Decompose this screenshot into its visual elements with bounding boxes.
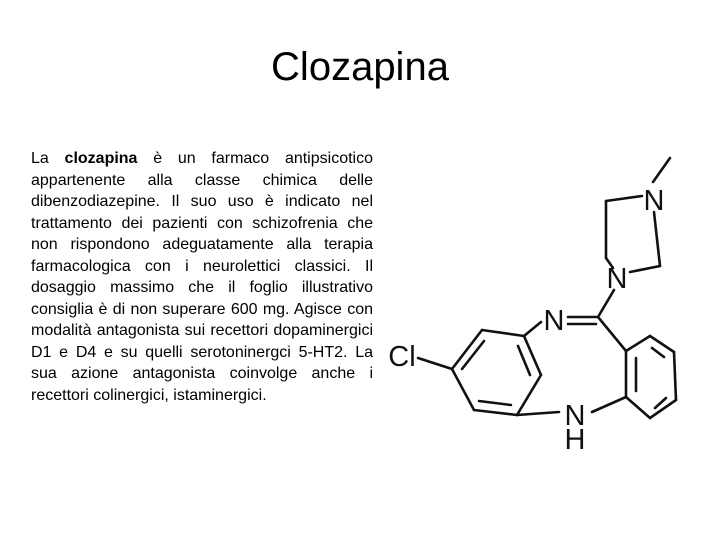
bond-methyl [653, 158, 670, 182]
bond-pip-4 [654, 212, 660, 266]
atom-n-methyl: N [643, 185, 665, 217]
description-paragraph [31, 148, 373, 406]
slide-title: Clozapina [271, 45, 449, 89]
bond-right-ring-6 [626, 336, 650, 351]
bond-left-ring-5 [517, 375, 541, 415]
paragraph-start: La [31, 150, 65, 167]
atom-n-imine: N [543, 305, 565, 337]
bond-cl [418, 358, 452, 369]
bond-left-ring-inner-2 [479, 401, 511, 405]
bond-right-ring-4 [674, 352, 676, 400]
bond-nh-to-right-ring [592, 397, 626, 412]
paragraph-rest: è un farmaco antipsicotico appartenente alla classe chimica delle dibenzodiazepine. Il suo uso è indicato nel trattamento dei pazienti con schizofrenia che non rispondono adeguatamente alla terapia farmacologica con i neurolettici classici. Il dosaggio massimo che il foglio illustrativo consiglia è di non superare 600 mg. Agisce con modalità antagonista sui recettori dopaminergici D1 e D4 e su quelli serotoninergci 5-HT2. La sua azione antagonista coinvolge anche i recettori colinergici, istaminergici. [31, 150, 373, 404]
bond-left-ring-1 [482, 330, 524, 336]
bond-left-ring-inner-3 [518, 346, 530, 375]
drug-name-bold: clozapina [64, 150, 138, 167]
bond-right-ring-2 [626, 397, 650, 418]
bond-pip-5 [630, 266, 660, 272]
bond-left-ring-3 [452, 369, 474, 410]
atom-h-amine: H [564, 424, 586, 456]
bond-left-ring-to-nh [517, 412, 559, 415]
bond-left-ring-inner-1 [462, 341, 484, 369]
clozapine-structure-diagram [380, 150, 680, 460]
bond-n-imine-left [524, 322, 541, 336]
bond-left-ring-4 [474, 410, 517, 415]
bond-pip-1 [606, 196, 642, 201]
atom-n-amine: N [564, 400, 586, 432]
bond-c11-right-ring [598, 317, 626, 351]
atom-n-piperazine: N [606, 263, 628, 295]
atom-chlorine: Cl [388, 341, 416, 373]
bond-right-ring-3 [650, 400, 676, 418]
bond-right-ring-inner-3 [652, 348, 664, 357]
